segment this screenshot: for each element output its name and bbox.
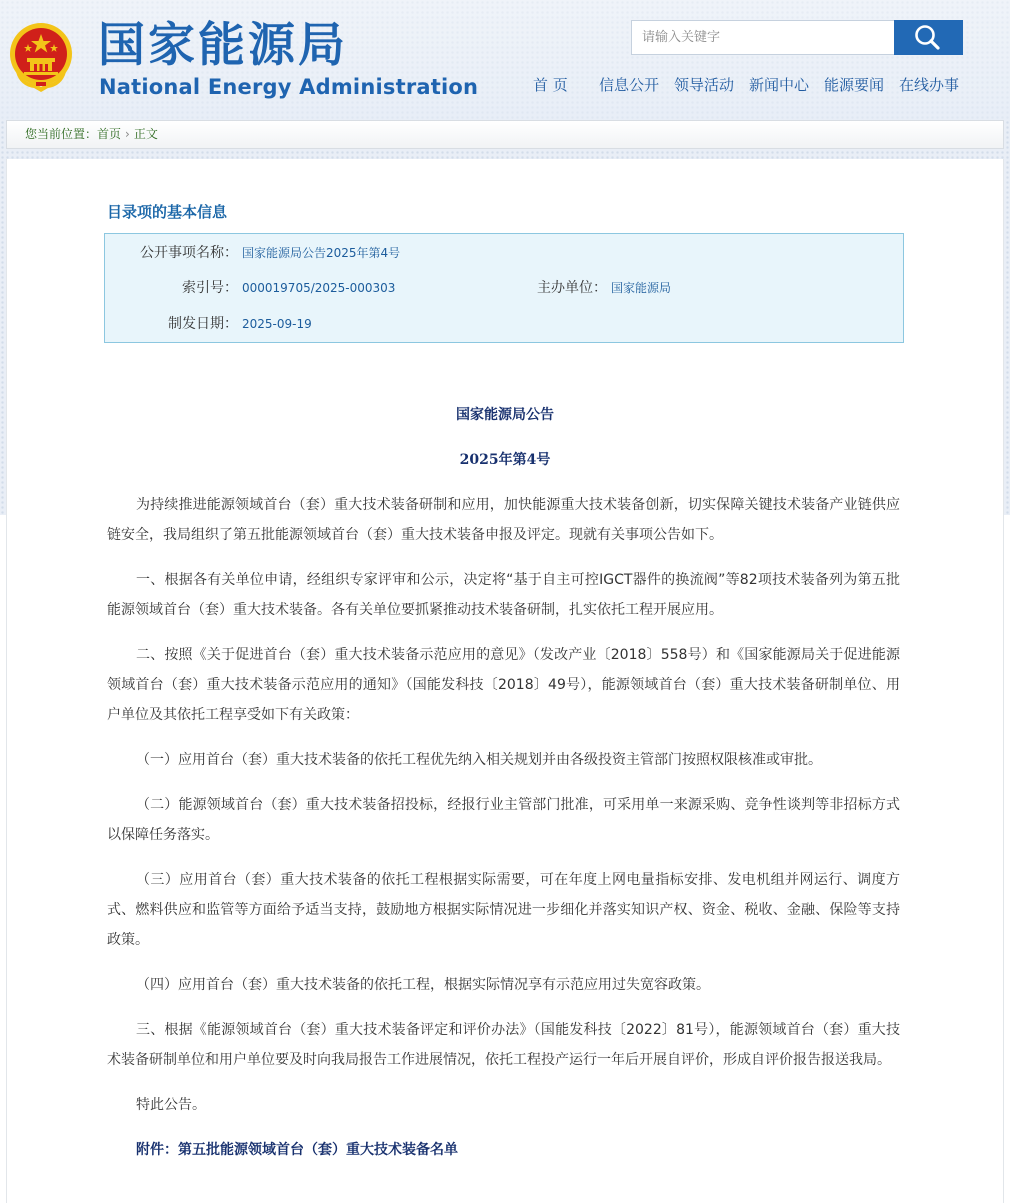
- search-button[interactable]: [894, 20, 963, 55]
- info-name-label: 公开事项名称：: [140, 245, 238, 261]
- nav-online-services[interactable]: 在线办事: [899, 76, 960, 94]
- paragraph-item-1: 一、根据各有关单位申请，经组织专家评审和公示，决定将“基于自主可控IGCT器件的换流阀”等82项技术装备列为第五批能源领域首台（套）重大技术装备。各有关单位要抓紧推动技术装备研制，扎实依托工程开展应用。: [107, 572, 900, 618]
- nav-home[interactable]: 首 页: [533, 76, 568, 94]
- search-icon: [894, 20, 963, 55]
- paragraph-item-3: 三、根据《能源领域首台（套）重大技术装备评定和评价办法》（国能发科技〔2022〕81号），能源领域首台（套）重大技术装备研制单位和用户单位要及时向我局报告工作进展情况，依托工程投产运行一年后开展自评价，形成自评价报告报送我局。: [107, 1022, 900, 1068]
- paragraph-sub-1: （一）应用首台（套）重大技术装备的依托工程优先纳入相关规划并由各级投资主管部门按照权限核准或审批。: [136, 752, 822, 768]
- search-input[interactable]: 请输入关键字: [631, 20, 894, 55]
- paragraph-intro: 为持续推进能源领域首台（套）重大技术装备研制和应用，加快能源重大技术装备创新，切实保障关键技术装备产业链供应链安全，我局组织了第五批能源领域首台（套）重大技术装备申报及评定。现就有关事项公告如下。: [107, 497, 900, 543]
- chevron-right-icon: ›: [125, 127, 130, 141]
- breadcrumb-home-link[interactable]: 首页: [97, 127, 122, 141]
- breadcrumb-prefix: 您当前位置：: [25, 127, 98, 141]
- attachment-link[interactable]: 附件：第五批能源领域首台（套）重大技术装备名单: [136, 1142, 458, 1158]
- nav-info-disclosure[interactable]: 信息公开: [599, 76, 660, 94]
- site-logo-chinese[interactable]: 国家能源局: [98, 18, 348, 73]
- breadcrumb: [6, 120, 1004, 149]
- info-org-value: 国家能源局: [611, 281, 672, 295]
- document-title: 国家能源局公告: [456, 407, 554, 423]
- paragraph-item-2: 二、按照《关于促进首台（套）重大技术装备示范应用的意见》（发改产业〔2018〕558号）和《国家能源局关于促进能源领域首台（套）重大技术装备示范应用的通知》（国能发科技〔2018〕49号），能源领域首台（套）重大技术装备研制单位、用户单位及其依托工程享受如下有关政策：: [107, 647, 900, 723]
- site-logo-english[interactable]: National Energy Administration: [99, 75, 479, 99]
- document-number: 2025年第4号: [459, 452, 551, 468]
- national-emblem-icon[interactable]: [6, 20, 76, 94]
- info-date-label: 制发日期：: [168, 316, 238, 332]
- info-index-label: 索引号：: [182, 280, 238, 296]
- paragraph-sub-3: （三）应用首台（套）重大技术装备的依托工程根据实际需要，可在年度上网电量指标安排、发电机组并网运行、调度方式、燃料供应和监管等方面给予适当支持，鼓励地方根据实际情况进一步细化并落实知识产权、资金、税收、金融、保险等支持政策。: [107, 872, 900, 948]
- breadcrumb-current: 正文: [133, 127, 158, 141]
- info-org-label: 主办单位：: [537, 280, 607, 296]
- info-section-title: 目录项的基本信息: [107, 203, 228, 221]
- info-box: [104, 233, 904, 343]
- paragraph-closing: 特此公告。: [136, 1097, 206, 1113]
- paragraph-sub-2: （二）能源领域首台（套）重大技术装备招投标，经报行业主管部门批准，可采用单一来源采购、竞争性谈判等非招标方式以保障任务落实。: [107, 797, 900, 843]
- nav-leader-activities[interactable]: 领导活动: [674, 76, 735, 94]
- info-index-value: 000019705/2025-000303: [242, 281, 396, 295]
- info-name-value: 国家能源局公告2025年第4号: [242, 246, 401, 260]
- nav-news-center[interactable]: 新闻中心: [749, 76, 810, 94]
- paragraph-sub-4: （四）应用首台（套）重大技术装备的依托工程，根据实际情况享有示范应用过失宽容政策。: [136, 977, 710, 993]
- nav-energy-news[interactable]: 能源要闻: [824, 76, 885, 94]
- info-date-value: 2025-09-19: [242, 317, 312, 331]
- main-nav: [533, 73, 965, 97]
